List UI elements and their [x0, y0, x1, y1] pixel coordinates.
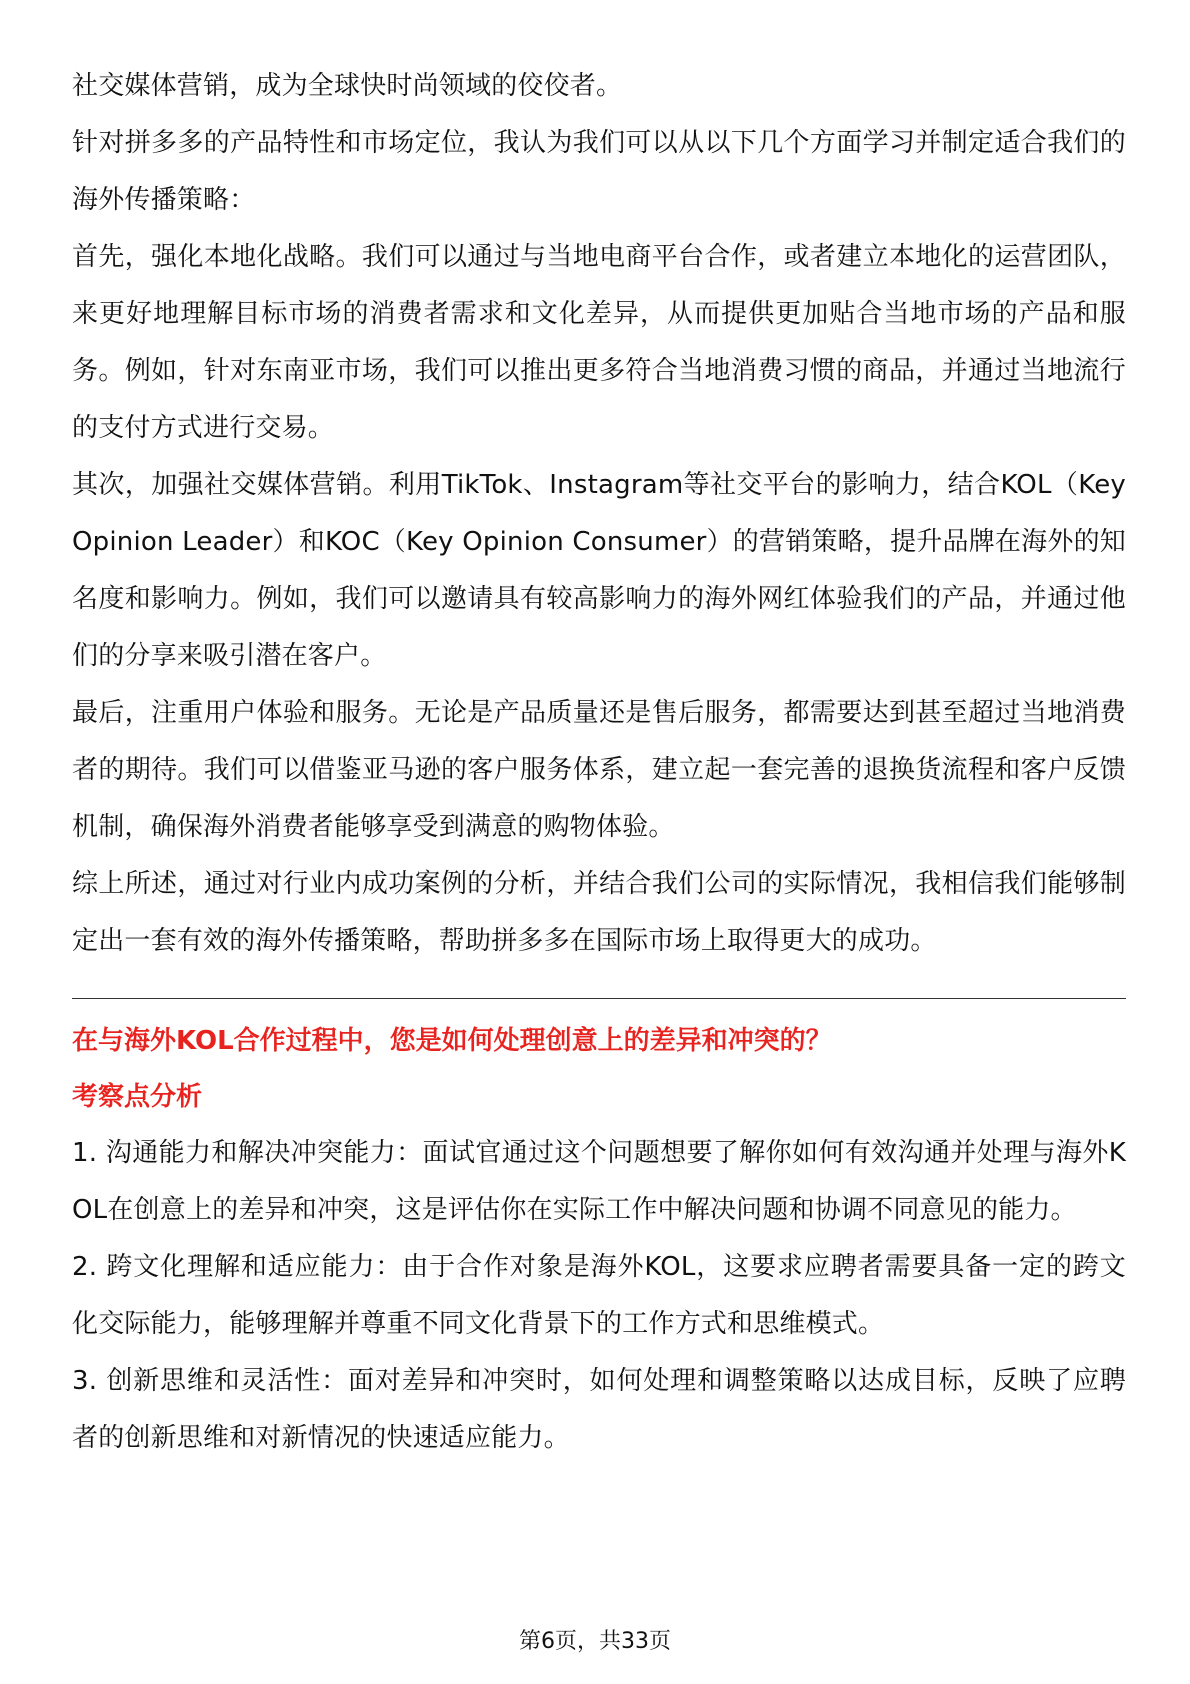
section-divider: [72, 998, 1126, 999]
body-paragraph: 其次，加强社交媒体营销。利用TikTok、Instagram等社交平台的影响力，结合KOL（Key Opinion Leader）和KOC（Key Opinion Consumer）的营销策略，提升品牌在海外的知名度和影响力。例如，我们可以邀请具有较高影响力的海外网红体验我们的产品，并通过他们的分享来吸引潜在客户。: [72, 470, 1126, 671]
interview-question: 在与海外KOL合作过程中，您是如何处理创意上的差异和冲突的？: [72, 1026, 832, 1056]
body-paragraph: 首先，强化本地化战略。我们可以通过与当地电商平台合作，或者建立本地化的运营团队，来更好地理解目标市场的消费者需求和文化差异，从而提供更加贴合当地市场的产品和服务。例如，针对东南亚市场，我们可以推出更多符合当地消费习惯的商品，并通过当地流行的支付方式进行交易。: [72, 242, 1126, 443]
analysis-heading: 考察点分析: [72, 1082, 203, 1112]
body-paragraph: 针对拼多多的产品特性和市场定位，我认为我们可以从以下几个方面学习并制定适合我们的海外传播策略：: [72, 128, 1126, 215]
body-paragraph: 社交媒体营销，成为全球快时尚领域的佼佼者。: [72, 71, 623, 101]
page-content: [72, 58, 1126, 1467]
body-paragraph: 最后，注重用户体验和服务。无论是产品质量还是售后服务，都需要达到甚至超过当地消费者的期待。我们可以借鉴亚马逊的客户服务体系，建立起一套完善的退换货流程和客户反馈机制，确保海外消费者能够享受到满意的购物体验。: [72, 698, 1126, 842]
page-number-footer: 第6页，共33页: [519, 1629, 671, 1654]
analysis-point: 3. 创新思维和灵活性：面对差异和冲突时，如何处理和调整策略以达成目标，反映了应聘者的创新思维和对新情况的快速适应能力。: [72, 1366, 1126, 1453]
analysis-point: 1. 沟通能力和解决冲突能力：面试官通过这个问题想要了解你如何有效沟通并处理与海外KOL在创意上的差异和冲突，这是评估你在实际工作中解决问题和协调不同意见的能力。: [72, 1138, 1126, 1225]
body-paragraph: 综上所述，通过对行业内成功案例的分析，并结合我们公司的实际情况，我相信我们能够制定出一套有效的海外传播策略，帮助拼多多在国际市场上取得更大的成功。: [72, 869, 1126, 956]
analysis-point: 2. 跨文化理解和适应能力：由于合作对象是海外KOL，这要求应聘者需要具备一定的跨文化交际能力，能够理解并尊重不同文化背景下的工作方式和思维模式。: [72, 1252, 1126, 1339]
